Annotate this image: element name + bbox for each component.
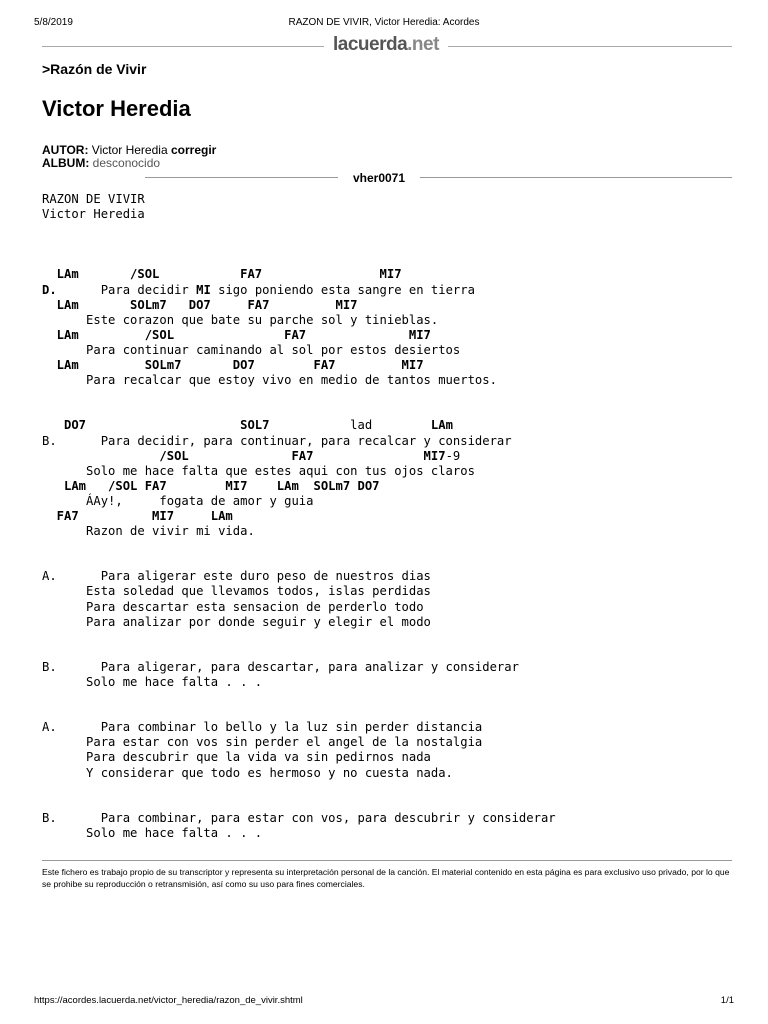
lyric-line: D. Para decidir MI sigo poniendo esta sangre en tierra <box>42 282 475 297</box>
autor-label: AUTOR: <box>42 143 89 157</box>
disclaimer: Este fichero es trabajo propio de su transcriptor y representa su interpretación personal de la canción. El material contenido en esta página es para exclusivo uso privado, por lo que se prohibe su reproducción o retransmisión, así como su uso para fines comerciales. <box>42 867 730 889</box>
lyric-line: Y considerar que todo es hermoso y no cuesta nada. <box>42 765 453 780</box>
transcriber-rule-right <box>420 177 732 178</box>
lyric-line: Solo me hace falta que estes aqui con tus ojos claros <box>42 463 475 478</box>
page-url[interactable]: https://acordes.lacuerda.net/victor_heredia/razon_de_vivir.shtml <box>34 995 303 1006</box>
page-number: 1/1 <box>720 995 734 1006</box>
song-title: RAZON DE VIVIR <box>42 192 145 206</box>
lyric-line: Para recalcar que estoy vivo en medio de tantos muertos. <box>42 373 497 388</box>
footer-rule <box>42 860 732 861</box>
lyric-line: ÁAy!, fogata de amor y guia <box>42 493 314 508</box>
chord-line <box>42 449 460 463</box>
transcriber-rule-left <box>145 177 338 178</box>
lyric-line: Solo me hace falta . . . <box>42 825 263 840</box>
lyric-line: Este corazon que bate su parche sol y tinieblas. <box>42 312 439 327</box>
lyric-line: Para analizar por donde seguir y elegir el modo <box>42 614 431 629</box>
chord-line: LAm SOLm7 DO7 FA7 MI7 <box>42 297 358 312</box>
chord-line: FA7 MI7 LAm <box>42 508 233 523</box>
chord-line: LAm /SOL FA7 MI7 <box>42 327 431 342</box>
lyric-line: Para estar con vos sin perder el angel de la nostalgia <box>42 735 483 750</box>
logo-text: lacuerda <box>333 34 408 55</box>
lyric-line: B. Para combinar, para estar con vos, para descubrir y considerar <box>42 810 556 825</box>
lyric-line: Solo me hace falta . . . <box>42 675 263 689</box>
song-artist: Victor Heredia <box>42 207 145 222</box>
chord-segment: /SOL FA7 MI7 <box>42 448 446 463</box>
lyric-line: A. Para aligerar este duro peso de nuestros dias <box>42 569 431 584</box>
breadcrumb[interactable]: >Razón de Vivir <box>42 61 147 77</box>
autor-value[interactable]: Victor Heredia <box>91 143 168 157</box>
chord-annotation: -9 <box>445 448 461 463</box>
lyric-line: B. Para aligerar, para descartar, para analizar y considerar <box>42 659 519 674</box>
chord-annotation: lad <box>269 418 431 433</box>
chord-segment: LAm <box>430 418 453 433</box>
logo-rule-right <box>448 46 732 47</box>
chord-line: LAm SOLm7 DO7 FA7 MI7 <box>42 358 424 373</box>
lyric-line: Para continuar caminando al sol por estos desiertos <box>42 342 461 357</box>
logo-tld: .net <box>407 34 439 55</box>
print-title: RAZON DE VIVIR, Victor Heredia: Acordes <box>288 17 480 28</box>
lyric-line: A. Para combinar lo bello y la luz sin perder distancia <box>42 720 483 735</box>
site-logo[interactable] <box>333 34 439 56</box>
chord-line: LAm /SOL FA7 MI7 LAm SOLm7 DO7 <box>42 478 380 493</box>
chord-segment: DO7 SOL7 <box>42 418 270 433</box>
album-value: desconocido <box>92 156 161 170</box>
lyric-line: Esta soledad que llevamos todos, islas perdidas <box>42 584 431 599</box>
song-body <box>42 192 556 841</box>
lyric-line: Para descubrir que la vida va sin pedirnos nada <box>42 750 431 765</box>
chord-line <box>42 418 453 432</box>
print-date: 5/8/2019 <box>34 17 73 28</box>
album-label: ALBUM: <box>42 156 90 170</box>
transcriber-id[interactable]: vher0071 <box>352 171 406 185</box>
meta-album <box>42 156 160 170</box>
edit-link[interactable]: corregir <box>170 143 217 157</box>
lyric-line: B. Para decidir, para continuar, para recalcar y considerar <box>42 433 512 448</box>
meta-autor <box>42 143 216 157</box>
chord-line: LAm /SOL FA7 MI7 <box>42 267 402 282</box>
lyric-line: Para descartar esta sensacion de perderlo todo <box>42 599 424 614</box>
lyric-line: Razon de vivir mi vida. <box>42 524 255 539</box>
artist-title: Victor Heredia <box>42 96 191 121</box>
logo-rule-left <box>42 46 324 47</box>
